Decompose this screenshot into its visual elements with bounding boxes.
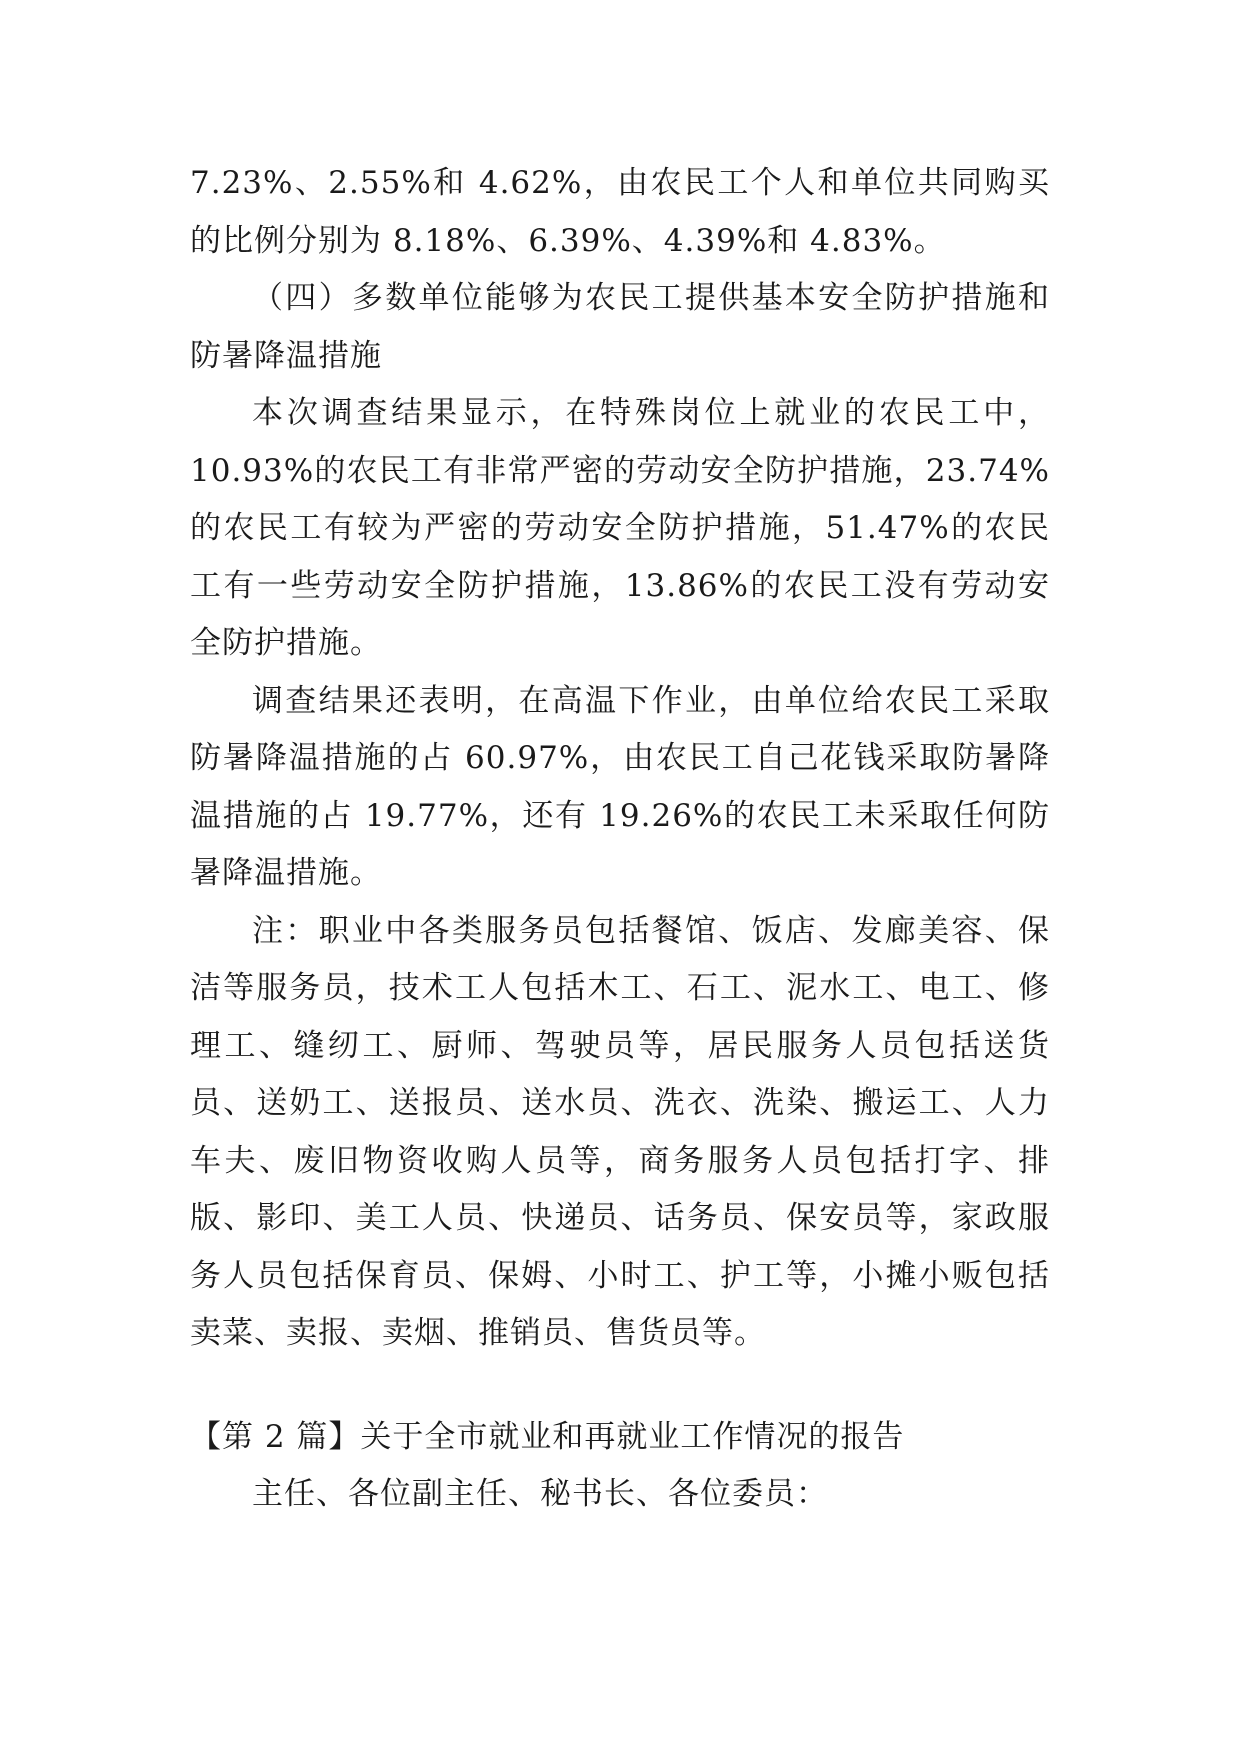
article-2-title: 【第 2 篇】关于全市就业和再就业工作情况的报告 xyxy=(190,1418,905,1455)
paragraph-note: 注：职业中各类服务员包括餐馆、饭店、发廊美容、保洁等服务员，技术工人包括木工、石工、泥水工、电工、修理工、缝纫工、厨师、驾驶员等，居民服务人员包括送货员、送奶工、送报员、送水员、洗衣、洗染、搬运工、人力车夫、废旧物资收购人员等，商务服务人员包括打字、排版、影印、美工人员、快递员、话务员、保安员等，家政服务人员包括保育员、保姆、小时工、护工等，小摊小贩包括卖菜、卖报、卖烟、推销员、售货员等。 xyxy=(190,912,1050,1351)
paragraph-insurance-ratio: 7.23%、2.55%和 4.62%，由农民工个人和单位共同购买的比例分别为 8.18%、6.39%、4.39%和 4.83%。 xyxy=(190,165,1050,259)
paragraph-safety-protection: 本次调查结果显示，在特殊岗位上就业的农民工中，10.93%的农民工有非常严密的劳动安全防护措施，23.74%的农民工有较为严密的劳动安全防护措施，51.47%的农民工有一些劳动安全防护措施，13.86%的农民工没有劳动安全防护措施。 xyxy=(190,395,1050,661)
section-heading-safety-measures: （四）多数单位能够为农民工提供基本安全防护措施和防暑降温措施 xyxy=(190,280,1050,374)
section-spacer xyxy=(190,1363,1050,1409)
paragraph-heat-prevention: 调查结果还表明，在高温下作业，由单位给农民工采取防暑降温措施的占 60.97%，由农民工自己花钱采取防暑降温措施的占 19.77%，还有 19.26%的农民工未采取任何防暑降温措施。 xyxy=(190,682,1050,891)
document-body xyxy=(190,155,1050,1524)
salutation: 主任、各位副主任、秘书长、各位委员： xyxy=(252,1476,828,1512)
